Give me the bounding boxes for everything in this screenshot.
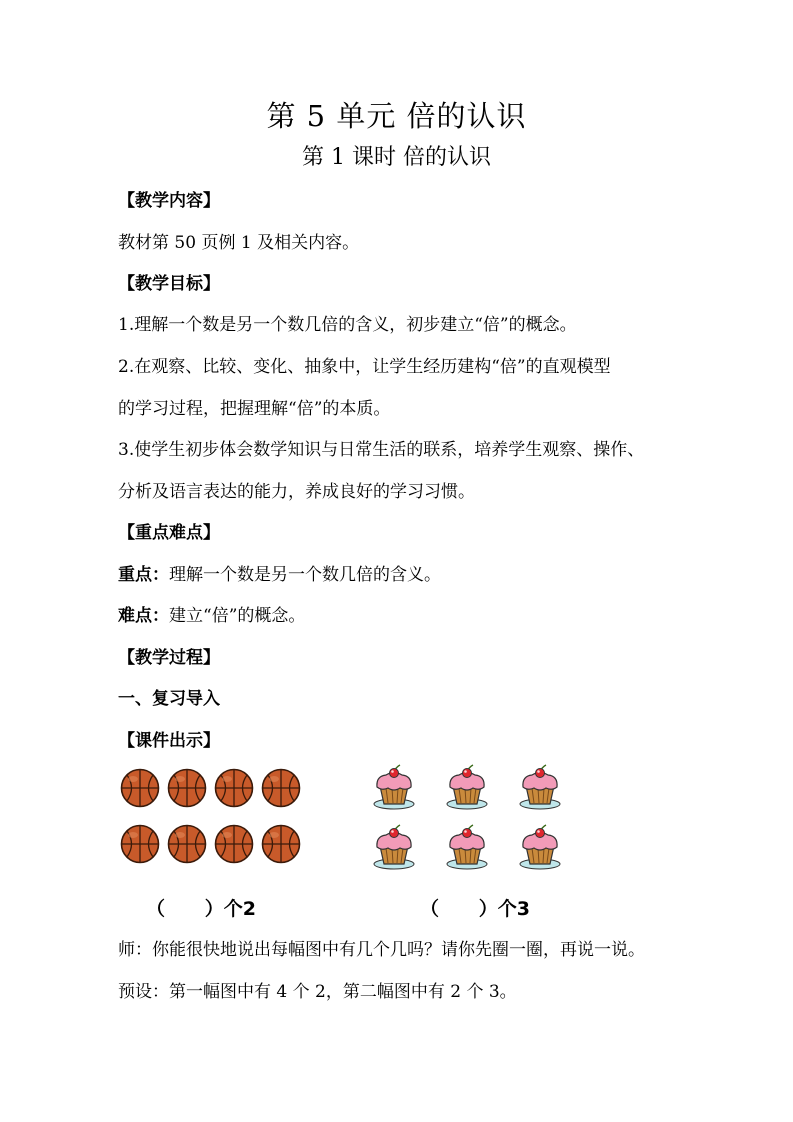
page-title: 第 5 单元 倍的认识 — [266, 99, 527, 133]
content-heading: 【教学内容】 — [118, 191, 220, 211]
cupcake-icon — [518, 764, 562, 810]
courseware-heading: 【课件出示】 — [118, 731, 220, 751]
goals-heading: 【教学目标】 — [118, 274, 220, 294]
cupcake-answer-label: （ ）个3 — [420, 898, 530, 920]
basketball-icon — [120, 824, 160, 864]
cupcake-icon — [372, 764, 416, 810]
cupcake-icon — [518, 824, 562, 870]
difficulty-text: 建立“倍”的概念。 — [169, 606, 306, 626]
part-1-heading: 一、复习导入 — [118, 689, 220, 709]
cupcake-icon — [445, 824, 489, 870]
basketball-icon — [214, 768, 254, 808]
basketball-icon — [214, 824, 254, 864]
basketball-answer-label: （ ）个2 — [146, 898, 256, 920]
goal-1: 1.理解一个数是另一个数几倍的含义，初步建立“倍”的概念。 — [118, 315, 577, 335]
key-text: 理解一个数是另一个数几倍的含义。 — [169, 565, 441, 585]
goal-2-line-1: 2.在观察、比较、变化、抽象中，让学生经历建构“倍”的直观模型 — [118, 357, 611, 377]
goal-3-line-1: 3.使学生初步体会数学知识与日常生活的联系，培养学生观察、操作、 — [118, 440, 645, 460]
basketball-icon — [120, 768, 160, 808]
key-label: 重点： — [118, 565, 169, 585]
basketball-icon — [261, 824, 301, 864]
basketball-icon — [167, 768, 207, 808]
preset-answer: 预设：第一幅图中有 4 个 2，第二幅图中有 2 个 3。 — [118, 982, 517, 1002]
lesson-subtitle: 第 1 课时 倍的认识 — [302, 145, 491, 170]
goal-3-line-2: 分析及语言表达的能力，养成良好的学习习惯。 — [118, 482, 475, 502]
key-point — [118, 563, 688, 587]
difficulty-point — [118, 604, 688, 628]
cupcake-figure — [372, 764, 572, 872]
process-heading: 【教学过程】 — [118, 648, 220, 668]
key-heading: 【重点难点】 — [118, 523, 220, 543]
cupcake-icon — [372, 824, 416, 870]
basketball-icon — [261, 768, 301, 808]
cupcake-icon — [445, 764, 489, 810]
teacher-prompt: 师：你能很快地说出每幅图中有几个几吗？请你先圈一圈，再说一说。 — [118, 940, 645, 960]
goal-2-line-2: 的学习过程，把握理解“倍”的本质。 — [118, 399, 391, 419]
basketball-figure — [120, 768, 310, 868]
basketball-icon — [167, 824, 207, 864]
difficulty-label: 难点： — [118, 606, 169, 626]
content-text: 教材第 50 页例 1 及相关内容。 — [118, 233, 360, 253]
